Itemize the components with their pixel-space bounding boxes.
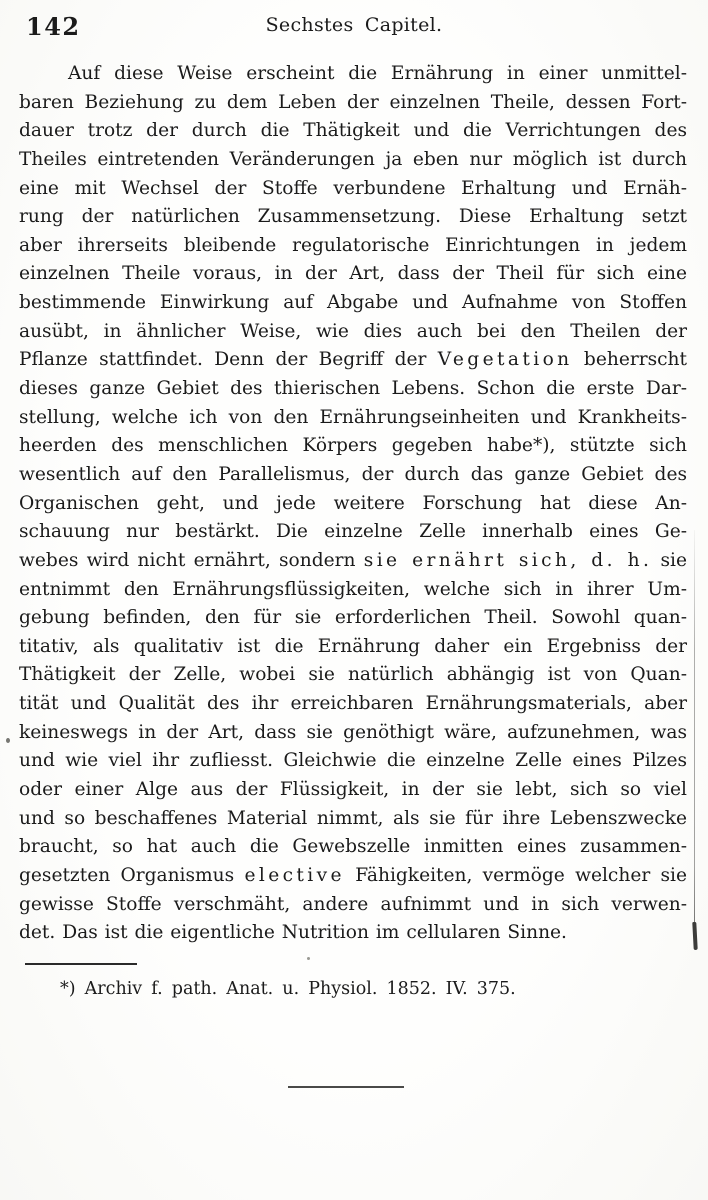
text-line-31 <box>19 919 687 948</box>
text-segment: Organischen geht, und jede weitere Forschung hat diese An- <box>19 492 687 514</box>
text-segment: bestimmende Einwirkung auf Abgabe und Aufnahme von Stoffen <box>19 292 687 314</box>
text-line-13 <box>19 404 687 433</box>
text-line-2 <box>19 89 687 118</box>
text-line-10 <box>19 318 687 347</box>
emphasized-spaced-text: elective <box>244 864 345 886</box>
text-segment: Fähigkeiten, vermöge welcher sie <box>344 864 687 886</box>
text-segment: Theiles eintretenden Veränderungen ja eben nur möglich ist durch <box>19 148 687 170</box>
body-text-paragraph <box>19 60 687 948</box>
text-line-15 <box>19 461 687 490</box>
scan-dot-artifact <box>307 957 310 960</box>
text-line-27 <box>19 805 687 834</box>
text-line-21 <box>19 633 687 662</box>
text-line-18 <box>19 547 687 576</box>
running-title: Sechstes Capitel. <box>265 14 443 36</box>
page-bottom-rule <box>288 1086 404 1088</box>
text-segment: aber ihrerseits bleibende regulatorische Einrichtungen in jedem <box>19 234 687 256</box>
text-line-6 <box>19 203 687 232</box>
text-line-1 <box>19 60 687 89</box>
text-line-8 <box>19 260 687 289</box>
text-segment: dauer trotz der durch die Thätigkeit und die Verrichtungen des <box>19 120 687 142</box>
text-line-7 <box>19 232 687 261</box>
text-line-12 <box>19 375 687 404</box>
text-segment: gebung befinden, den für sie erforderlichen Theil. Sowohl quan- <box>19 607 687 629</box>
emphasized-spaced-text: sie ernährt sich, d. h. <box>363 549 653 571</box>
text-segment: tität und Qualität des ihr erreichbaren Ernährungsmaterials, aber <box>19 693 687 715</box>
page-number: 142 <box>26 12 81 41</box>
text-segment: gesetzten Organismus <box>19 864 245 886</box>
text-segment: stellung, welche ich von den Ernährungseinheiten und Krankheits- <box>19 406 687 428</box>
text-segment: rung der natürlichen Zusammensetzung. Diese Erhaltung setzt <box>19 206 687 228</box>
text-segment: heerden des menschlichen Körpers gegeben habe*), stützte sich <box>19 435 687 457</box>
text-line-9 <box>19 289 687 318</box>
text-segment: Pflanze stattfindet. Denn der Begriff der <box>19 349 438 371</box>
text-segment: sie <box>652 549 687 571</box>
text-segment: schauung nur bestärkt. Die einzelne Zelle innerhalb eines Ge- <box>19 521 687 543</box>
text-segment: und so beschaffenes Material nimmt, als sie für ihre Lebenszwecke <box>19 807 687 829</box>
text-segment: beherrscht <box>572 349 687 371</box>
text-line-11 <box>19 346 687 375</box>
text-line-16 <box>19 490 687 519</box>
footnote-separator-rule <box>25 963 137 965</box>
emphasized-spaced-text: Vegetation <box>437 349 573 371</box>
text-segment: det. Das ist die eigentliche Nutrition im cellularen Sinne. <box>19 922 567 944</box>
text-segment: Thätigkeit der Zelle, wobei sie natürlich abhängig ist von Quan- <box>19 664 687 686</box>
text-line-3 <box>19 117 687 146</box>
text-segment: braucht, so hat auch die Gewebszelle inmitten eines zusammen- <box>19 836 687 858</box>
text-segment: Auf diese Weise erscheint die Ernährung in einer unmittel- <box>68 63 687 84</box>
text-line-30 <box>19 891 687 920</box>
footnote-text: *) Archiv f. path. Anat. u. Physiol. 1852. IV. 375. <box>60 979 516 999</box>
text-line-22 <box>19 661 687 690</box>
text-segment: ausübt, in ähnlicher Weise, wie dies auch bei den Theilen der <box>19 320 687 342</box>
text-line-17 <box>19 518 687 547</box>
text-segment: und wie viel ihr zufliesst. Gleichwie die einzelne Zelle eines Pilzes <box>19 750 687 772</box>
text-segment: keineswegs in der Art, dass sie genöthigt wäre, aufzunehmen, was <box>19 721 687 743</box>
text-segment: oder einer Alge aus der Flüssigkeit, in der sie lebt, sich so viel <box>19 779 687 801</box>
text-line-25 <box>19 747 687 776</box>
text-segment: eine mit Wechsel der Stoffe verbundene Erhaltung und Ernäh- <box>19 177 687 199</box>
text-segment: dieses ganze Gebiet des thierischen Lebens. Schon die erste Dar- <box>19 378 687 400</box>
scan-scratch-hook-artifact <box>692 922 697 950</box>
text-line-29 <box>19 862 687 891</box>
text-segment: titativ, als qualitativ ist die Ernährung daher ein Ergebniss der <box>19 635 687 657</box>
text-line-4 <box>19 146 687 175</box>
text-segment: baren Beziehung zu dem Leben der einzelnen Theile, dessen Fort- <box>19 91 687 113</box>
text-line-23 <box>19 690 687 719</box>
text-segment: entnimmt den Ernährungsflüssigkeiten, welche sich in ihrer Um- <box>19 578 687 600</box>
text-segment: webes wird nicht ernährt, sondern <box>19 549 364 571</box>
scan-scratch-artifact <box>694 530 695 925</box>
text-line-19 <box>19 576 687 605</box>
text-line-26 <box>19 776 687 805</box>
text-line-14 <box>19 432 687 461</box>
text-segment: einzelnen Theile voraus, in der Art, dass der Theil für sich eine <box>19 263 687 285</box>
text-segment: wesentlich auf den Parallelismus, der durch das ganze Gebiet des <box>19 463 687 485</box>
text-line-20 <box>19 604 687 633</box>
text-segment: gewisse Stoffe verschmäht, andere aufnimmt und in sich verwen- <box>19 893 687 915</box>
scan-speck-artifact <box>6 738 10 743</box>
text-line-24 <box>19 719 687 748</box>
text-line-28 <box>19 833 687 862</box>
text-line-5 <box>19 175 687 204</box>
